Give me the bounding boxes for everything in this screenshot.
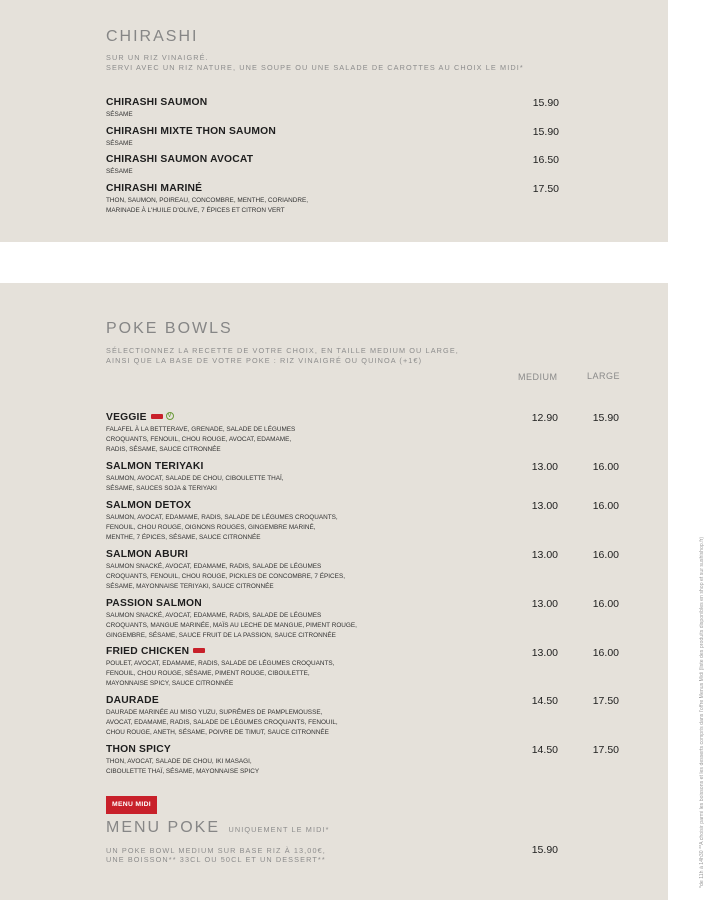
item-name: SALMON DETOX [106,500,192,511]
item-description: SÉSAME [106,168,133,175]
chirashi-subtitle-2: SERVI AVEC UN RIZ NATURE, UNE SOUPE OU UNE SALADE DE CAROTTES AU CHOIX LE MIDI* [106,63,524,72]
item-price: 16.50 [532,154,559,166]
item-description: SÉSAME [106,111,133,118]
item-description: AVOCAT, EDAMAME, RADIS, SALADE DE LÉGUMES CROQUANTS, FENOUIL, [106,719,338,727]
price-large: 15.90 [592,412,619,424]
price-large: 17.50 [592,695,619,707]
price-large: 16.00 [592,598,619,610]
item-description: CROQUANTS, FENOUIL, CHOU ROUGE, AVOCAT, EDAMAME, [106,436,292,444]
new-tag-icon [193,648,205,653]
column-header-large: LARGE [587,371,621,381]
item-description: THON, SAUMON, POIREAU, CONCOMBRE, MENTHE, CORIANDRE, [106,197,309,204]
menu-poke-note: UNIQUEMENT LE MIDI* [228,825,330,834]
item-description: MENTHE, 7 ÉPICES, SÉSAME, SAUCE CITRONNÉE [106,534,261,542]
price-medium: 13.00 [531,461,558,473]
item-price: 15.90 [532,126,559,138]
item-name: VEGGIE [106,412,147,423]
item-description: SAUMON, AVOCAT, EDAMAME, RADIS, SALADE DE LÉGUMES CROQUANTS, [106,514,338,521]
item-price: 15.90 [532,97,559,109]
menu-poke-heading [106,819,330,837]
poke-subtitle-2: AINSI QUE LA BASE DE VOTRE POKE : RIZ VINAIGRÉ OU QUINOA (+1€) [106,356,423,365]
item-name: CHIRASHI SAUMON AVOCAT [106,154,254,165]
item-name: CHIRASHI MIXTE THON SAUMON [106,126,276,137]
menu-poke-line-1: UN POKE BOWL MEDIUM SUR BASE RIZ À 13,00€, [106,846,326,855]
item-description: CROQUANTS, MANGUE MARINÉE, MAÏS AU LECHE DE MANGUE, PIMENT ROUGE, [106,622,357,630]
item-description: RADIS, SÉSAME, SAUCE CITRONNÉE [106,446,221,454]
price-large: 16.00 [592,500,619,512]
poke-title: POKE BOWLS [106,320,233,337]
item-description: SÉSAME [106,140,133,147]
item-description: GINGEMBRE, SÉSAME, SAUCE FRUIT DE LA PASSION, SAUCE CITRONNÉE [106,632,336,640]
item-price: 17.50 [532,183,559,195]
menu-poke-line-2: UNE BOISSON** 33CL OU 50CL ET UN DESSERT** [106,855,326,864]
item-name: THON SPICY [106,744,171,755]
footnote: *de 11h à 14h30 **A choisir parmi les boissons et les desserts compris dans l'offre Menus Midi (liste des produits disponibles en shop et sur sushishop.fr) [699,536,705,888]
price-medium: 12.90 [531,412,558,424]
item-description: SAUMON, AVOCAT, SALADE DE CHOU, CIBOULETTE THAÏ, [106,475,284,482]
item-description: FALAFEL À LA BETTERAVE, GRENADE, SALADE DE LÉGUMES [106,426,296,433]
item-description: FENOUIL, CHOU ROUGE, OIGNONS ROUGES, GINGEMBRE MARINÉ, [106,524,316,532]
chirashi-title: CHIRASHI [106,28,199,45]
price-medium: 13.00 [531,549,558,561]
price-medium: 13.00 [531,500,558,512]
item-description: MARINADE À L'HUILE D'OLIVE, 7 ÉPICES ET CITRON VERT [106,207,285,215]
item-description: CIBOULETTE THAÏ, SÉSAME, MAYONNAISE SPICY [106,768,260,776]
item-description: SÉSAME, MAYONNAISE TERIYAKI, SAUCE CITRONNÉE [106,583,274,591]
price-medium: 14.50 [531,695,558,707]
item-description: SAUMON SNACKÉ, AVOCAT, EDAMAME, RADIS, SALADE DE LÉGUMES [106,612,322,619]
column-header-medium: MEDIUM [518,372,558,382]
price-medium: 13.00 [531,598,558,610]
item-description: CROQUANTS, FENOUIL, CHOU ROUGE, PICKLES DE CONCOMBRE, 7 ÉPICES, [106,573,345,581]
menu-poke-price: 15.90 [531,844,558,856]
price-large: 16.00 [592,549,619,561]
chirashi-subtitle-1: SUR UN RIZ VINAIGRÉ. [106,53,209,62]
item-name: PASSION SALMON [106,598,202,609]
item-description: MAYONNAISE SPICY, SAUCE CITRONNÉE [106,680,234,688]
item-description: DAURADE MARINÉE AU MISO YUZU, SUPRÊMES DE PAMPLEMOUSSE, [106,709,323,716]
vegetarian-icon: V [166,412,174,420]
price-medium: 13.00 [531,647,558,659]
new-tag-icon [151,414,163,419]
price-medium: 14.50 [531,744,558,756]
price-large: 17.50 [592,744,619,756]
price-large: 16.00 [592,647,619,659]
item-name: CHIRASHI MARINÉ [106,183,203,194]
item-name: SALMON TERIYAKI [106,461,204,472]
item-description: THON, AVOCAT, SALADE DE CHOU, IKI MASAGI, [106,758,252,765]
menu-poke-title: MENU POKE [106,819,221,836]
item-name: SALMON ABURI [106,549,189,560]
poke-subtitle-1: SÉLECTIONNEZ LA RECETTE DE VOTRE CHOIX, EN TAILLE MEDIUM OU LARGE, [106,346,459,355]
item-name: CHIRASHI SAUMON [106,97,208,108]
item-name: FRIED CHICKEN [106,646,190,657]
item-name: DAURADE [106,695,159,706]
item-description: POULET, AVOCAT, EDAMAME, RADIS, SALADE DE LÉGUMES CROQUANTS, [106,660,335,667]
item-description: FENOUIL, CHOU ROUGE, SÉSAME, PIMENT ROUGE, CIBOULETTE, [106,670,310,678]
item-description: CHOU ROUGE, ANETH, SÉSAME, POIVRE DE TIMUT, SAUCE CITRONNÉE [106,729,329,737]
price-large: 16.00 [592,461,619,473]
item-description: SAUMON SNACKÉ, AVOCAT, EDAMAME, RADIS, SALADE DE LÉGUMES [106,563,322,570]
menu-midi-badge: MENU MIDI [106,796,157,814]
item-description: SÉSAME, SAUCES SOJA & TERIYAKI [106,485,217,493]
